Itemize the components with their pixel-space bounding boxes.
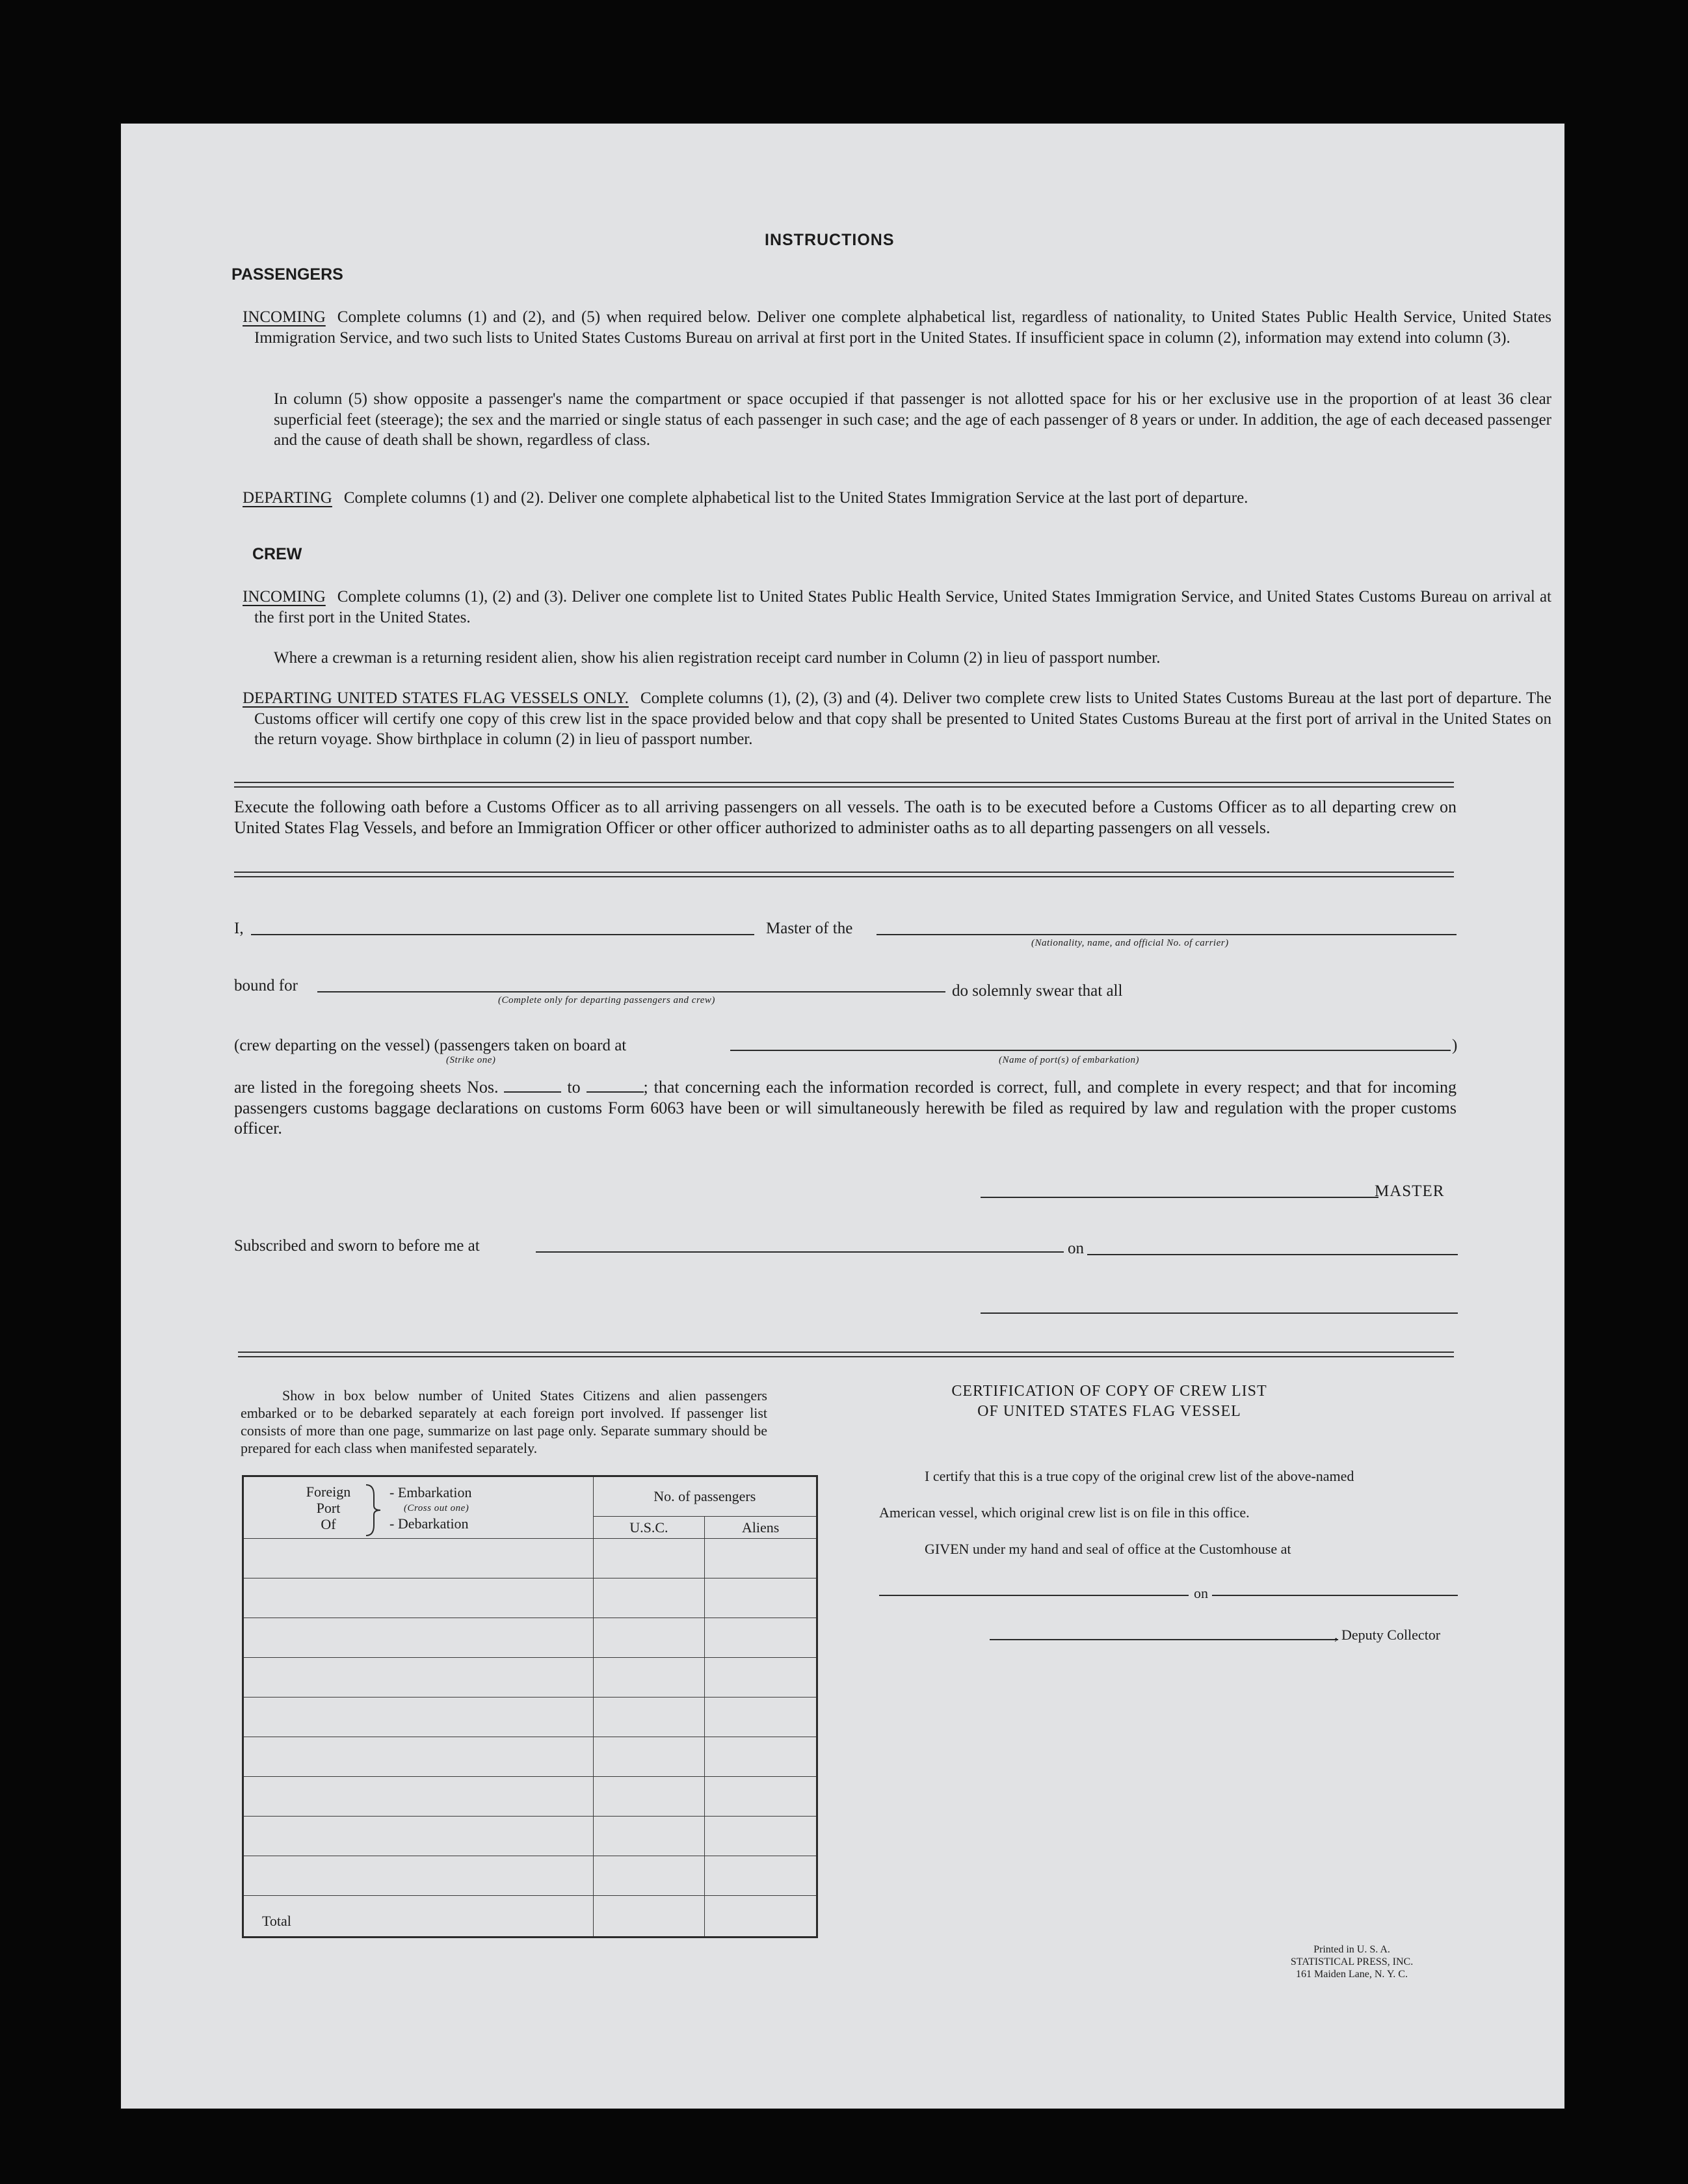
printer-line3: 161 Maiden Lane, N. Y. C. [1296,1969,1408,1980]
certification-title [869,1381,1350,1422]
port-cell[interactable] [243,1618,594,1658]
usc-cell[interactable] [593,1658,705,1698]
usc-cell[interactable] [593,1618,705,1658]
port-cell[interactable] [243,1578,594,1618]
passengers-departing-text: Complete columns (1) and (2). Deliver one complete alphabetical list to the United States Immigration Service at the last port of departure. [343,489,1248,507]
aliens-cell[interactable] [705,1618,817,1658]
printer-imprint [1251,1943,1453,1980]
crew-departing-label: DEPARTING UNITED STATES FLAG VESSELS ONLY. [243,689,629,707]
passengers-column5-paragraph: In column (5) show opposite a passenger's name the compartment or space occupied if that passenger is not allotted space for his or her exclusive use in the proportion of at least 36 clear superficial feet (steerage); the sex and the married or single status of each passenger in such case; and the age of each passenger of 8 years or under. In addition, the age of each deceased passenger and the cause of death shall be shown, regardless of class. [274,390,1551,449]
printer-line2: STATISTICAL PRESS, INC. [1290,1956,1414,1967]
brace-icon [362,1482,388,1538]
total-label: Total [243,1896,594,1938]
no-of-passengers-header: No. of passengers [593,1476,817,1517]
passengers-departing-paragraph [243,488,1551,509]
certification-on-label: on [1194,1585,1208,1601]
page-title: INSTRUCTIONS [765,231,895,249]
certification-title-line2: OF UNITED STATES FLAG VESSEL [977,1403,1241,1420]
swear-text: do solemnly swear that all [952,982,1123,1000]
master-of-label: Master of the [766,920,853,937]
bound-for-caption: (Complete only for departing passengers and crew) [498,995,715,1005]
port-cell[interactable] [243,1698,594,1737]
port-cell[interactable] [243,1856,594,1896]
aliens-total-cell[interactable] [705,1896,817,1938]
customhouse-field[interactable] [879,1595,1189,1596]
usc-total-cell[interactable] [593,1896,705,1938]
foreign-label: Foreign [306,1484,351,1500]
certify-line2: American vessel, which original crew list is on file in this office. [879,1504,1250,1521]
carrier-field[interactable] [877,934,1457,935]
passenger-summary-table [242,1475,818,1938]
listed-rest: ; that concerning each the information recorded is correct, full, and complete in every respect; and that for incoming passengers customs baggage declarations on customs Form 6063 have been or will simultaneously herewith be filed as required by law and regulation with the proper customs officer. [234,1078,1457,1138]
usc-cell[interactable] [593,1698,705,1737]
aliens-cell[interactable] [705,1539,817,1578]
port-cell[interactable] [243,1737,594,1777]
strike-one-caption: (Strike one) [446,1055,496,1065]
aliens-cell[interactable] [705,1698,817,1737]
aliens-cell[interactable] [705,1737,817,1777]
oath-i-label: I, [234,920,244,937]
certify-line1: I certify that this is a true copy of the original crew list of the above-named [925,1468,1354,1484]
crew-passengers-text: (crew departing on the vessel) (passengers taken on board at [234,1037,627,1054]
aliens-cell[interactable] [705,1856,817,1896]
deputy-collector-signature-field[interactable] [990,1639,1338,1640]
usc-cell[interactable] [593,1578,705,1618]
subscribed-label: Subscribed and sworn to before me at [234,1237,480,1255]
summary-note: Show in box below number of United States Citizens and alien passengers embarked or to be debarked separately at each foreign port involved. If passenger list consists of more than one page, summarize on last page only. Separate summary should be prepared for each class when manifested separately. [241,1387,767,1456]
usc-cell[interactable] [593,1777,705,1817]
crew-resident-paragraph: Where a crewman is a returning resident alien, show his alien registration receipt card number in Column (2) in lieu of passport number. [274,649,1161,667]
crew-heading: CREW [252,545,302,563]
master-name-field[interactable] [251,934,754,935]
aliens-cell[interactable] [705,1578,817,1618]
given-text: GIVEN under my hand and seal of office at the Customhouse at [925,1541,1291,1557]
divider [234,872,1454,877]
listed-prefix: are listed in the foregoing sheets Nos. [234,1078,499,1097]
aliens-header: Aliens [705,1517,817,1539]
port-label: Port [316,1500,341,1516]
usc-cell[interactable] [593,1737,705,1777]
crew-departing-text: Complete columns (1), (2), (3) and (4). Deliver two complete crew lists to United States Customs Bureau at the last port of departure. The Customs officer will certify one copy of this crew list in the space provided below and that copy shall be presented to United States Customs Bureau at the first port of arrival in the United States on the return voyage. Show birthplace in column (2) in lieu of passport number. [254,689,1551,748]
close-paren: ) [1452,1037,1458,1054]
port-of-embarkation-field[interactable] [730,1050,1451,1051]
oath-statement [234,1077,1457,1139]
crew-incoming-paragraph [243,587,1551,628]
sheet-to-field[interactable] [587,1080,644,1093]
bound-for-label: bound for [234,977,298,994]
printer-line1: Printed in U. S. A. [1313,1944,1390,1955]
aliens-cell[interactable] [705,1817,817,1856]
usc-cell[interactable] [593,1856,705,1896]
subscribed-place-field[interactable] [536,1251,1064,1253]
passengers-incoming-label: INCOMING [243,308,326,326]
port-cell[interactable] [243,1817,594,1856]
usc-header: U.S.C. [593,1517,705,1539]
officer-signature-field[interactable] [981,1312,1458,1314]
certification-date-field[interactable] [1212,1595,1458,1596]
passengers-departing-label: DEPARTING [243,489,332,507]
port-cell[interactable] [243,1658,594,1698]
debarkation-option[interactable]: - Debarkation [389,1515,469,1532]
usc-cell[interactable] [593,1817,705,1856]
sheet-from-field[interactable] [504,1080,561,1093]
crew-incoming-text: Complete columns (1), (2) and (3). Deliver one complete list to United States Public Health Service, United States Immigration Service, and United States Customs Bureau on arrival at the first port in the United States. [254,588,1551,626]
cross-out-caption: (Cross out one) [404,1503,469,1513]
to-label: to [567,1078,581,1097]
oath-instructions: Execute the following oath before a Customs Officer as to all arriving passengers on all vessels. The oath is to be executed before a Customs Officer as to all departing crew on United States Flag Vessels, and before an Immigration Officer or other officer authorized to administer oaths as to all departing passengers on all vessels. [234,797,1457,837]
crew-incoming-label: INCOMING [243,588,326,606]
master-signature-field[interactable] [981,1197,1378,1198]
bound-for-field[interactable] [317,991,945,992]
divider [234,782,1454,788]
port-caption: (Name of port(s) of embarkation) [999,1055,1139,1065]
foreign-port-header [243,1476,594,1539]
master-label: MASTER [1375,1182,1445,1200]
embarkation-option[interactable]: - Embarkation [389,1484,472,1500]
certification-title-line1: CERTIFICATION OF COPY OF CREW LIST [951,1383,1267,1400]
crew-departing-paragraph [243,688,1551,750]
passengers-heading: PASSENGERS [231,265,343,284]
passengers-incoming-text: Complete columns (1) and (2), and (5) when required below. Deliver one complete alphabetical list, regardless of nationality, to United States Public Health Service, United States Immigration Service, and two such lists to United States Customs Bureau on arrival at first port in the United States. If insufficient space in column (2), information may extend into column (3). [254,308,1551,347]
deputy-collector-label: , Deputy Collector [1334,1627,1441,1643]
subscribed-date-field[interactable] [1087,1254,1458,1255]
port-cell[interactable] [243,1539,594,1578]
carrier-caption: (Nationality, name, and official No. of carrier) [1031,938,1229,948]
aliens-cell[interactable] [705,1777,817,1817]
subscribed-on-label: on [1068,1240,1084,1257]
divider [238,1352,1454,1357]
passengers-incoming-paragraph [243,307,1551,348]
usc-cell[interactable] [593,1539,705,1578]
aliens-cell[interactable] [705,1658,817,1698]
port-cell[interactable] [243,1777,594,1817]
form-page [121,124,1564,2109]
of-label: Of [321,1516,336,1532]
